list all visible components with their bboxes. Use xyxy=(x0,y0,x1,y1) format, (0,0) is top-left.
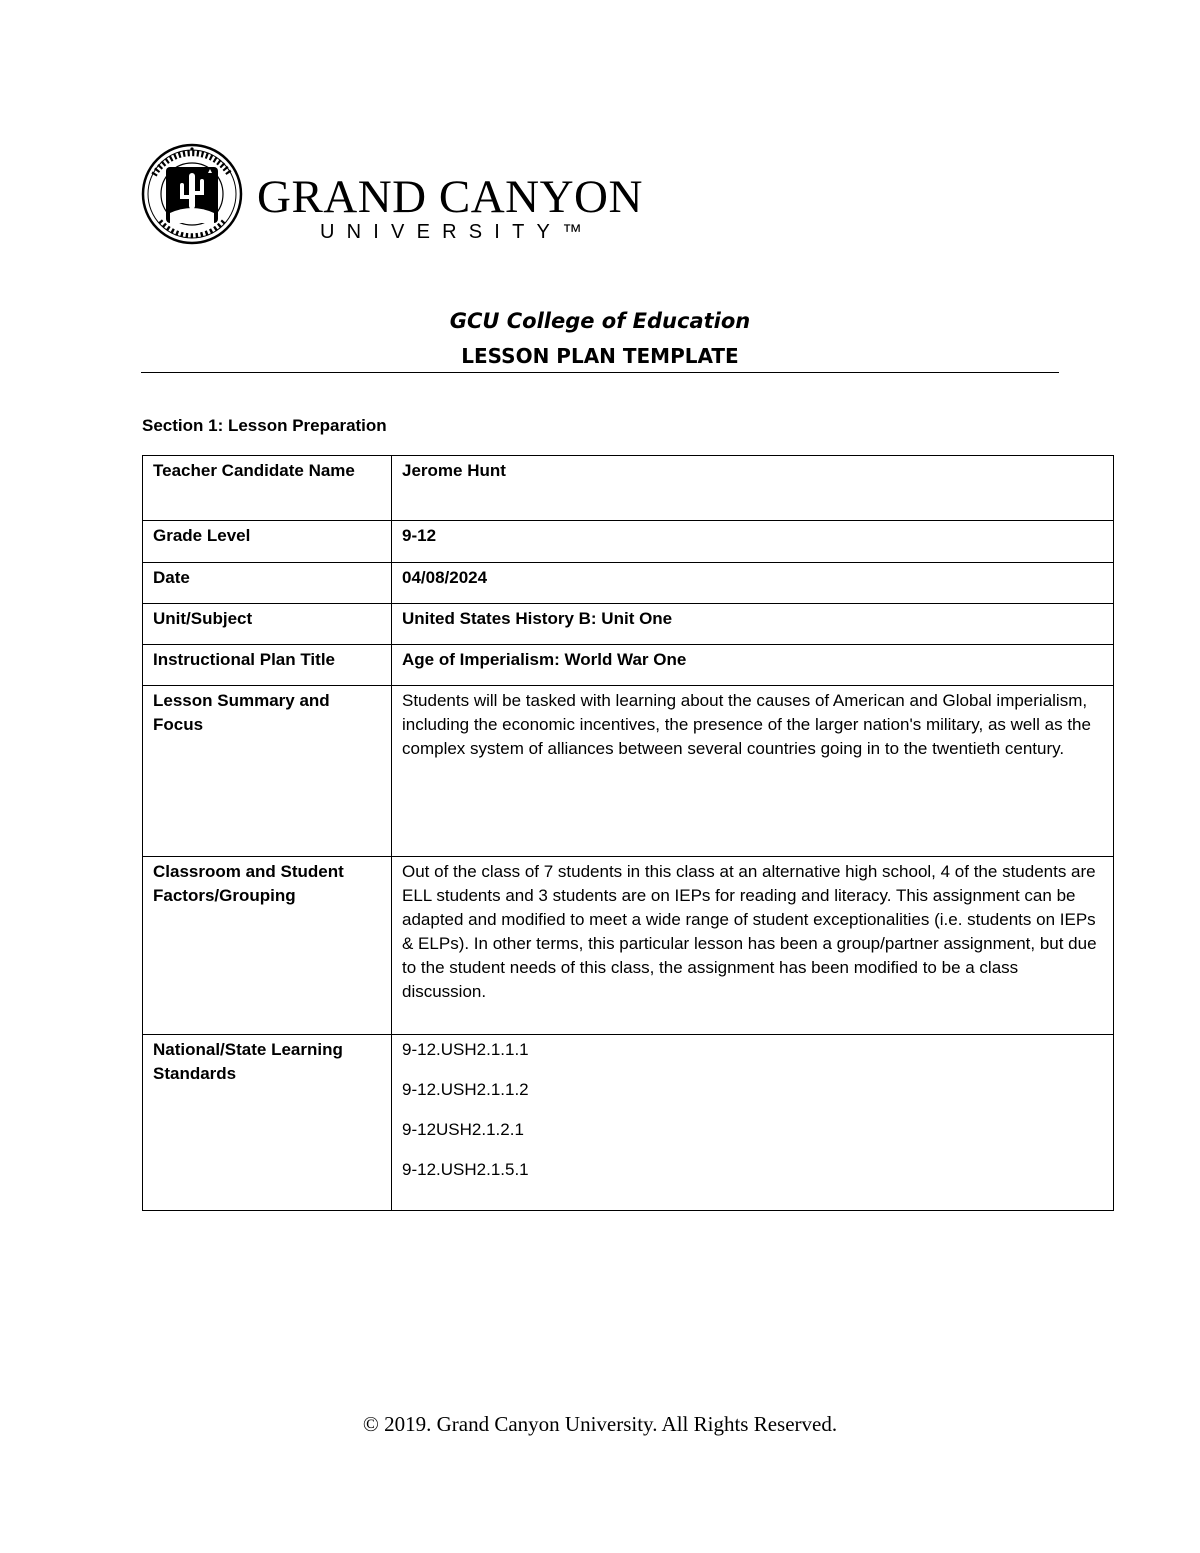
section-heading: Section 1: Lesson Preparation xyxy=(142,416,387,435)
row-label: Lesson Summary and Focus xyxy=(143,686,392,857)
grade-level-value: 9-12 xyxy=(392,521,1114,563)
standard-item: 9-12.USH2.1.5.1 xyxy=(402,1160,529,1179)
table-row xyxy=(143,563,1114,604)
document-subtitle: GCU College of Education xyxy=(449,309,751,333)
table-row xyxy=(143,857,1114,1035)
title-divider xyxy=(141,372,1059,373)
table-row xyxy=(143,686,1114,857)
classroom-factors-value: Out of the class of 7 students in this class at an alternative high school, 4 of the students are ELL students and 3 students are on IEPs for reading and literacy. This assignment can be adapted and modified to meet a wide range of student exceptionalities (i.e. students on IEPs & ELPs). In other terms, this particular lesson has been a group/partner assignment, but due to the student needs of this class, the assignment has been modified to be a class discussion. xyxy=(392,857,1114,1035)
row-label: Instructional Plan Title xyxy=(143,645,392,686)
teacher-name-value: Jerome Hunt xyxy=(392,456,1114,521)
table-row xyxy=(143,645,1114,686)
row-label: Teacher Candidate Name xyxy=(143,456,392,521)
date-value: 04/08/2024 xyxy=(392,563,1114,604)
row-label: Grade Level xyxy=(143,521,392,563)
row-label: Unit/Subject xyxy=(143,604,392,645)
document-title: LESSON PLAN TEMPLATE xyxy=(461,344,739,368)
logo-wordmark: GRAND CANYON xyxy=(257,171,643,223)
university-logo xyxy=(140,143,643,243)
lesson-preparation-table xyxy=(142,455,1114,1211)
instructional-plan-title-value: Age of Imperialism: World War One xyxy=(392,645,1114,686)
learning-standards-value xyxy=(392,1035,1114,1211)
row-label: National/State Learning Standards xyxy=(143,1035,392,1211)
table-row xyxy=(143,456,1114,521)
lesson-summary-value: Students will be tasked with learning about the causes of American and Global imperialism, including the economic incentives, the presence of the larger nation's military, as well as the complex system of alliances between several countries going in to the twentieth century. xyxy=(392,686,1114,857)
standard-item: 9-12.USH2.1.1.1 xyxy=(402,1040,529,1059)
row-label: Classroom and Student Factors/Grouping xyxy=(143,857,392,1035)
table-row xyxy=(143,521,1114,563)
logo-wordmark-subline: UNIVERSITY™ xyxy=(320,221,595,243)
copyright-footer: © 2019. Grand Canyon University. All Rights Reserved. xyxy=(362,1412,838,1436)
table-row xyxy=(143,1035,1114,1211)
unit-subject-value: United States History B: Unit One xyxy=(392,604,1114,645)
row-label: Date xyxy=(143,563,392,604)
table-row xyxy=(143,604,1114,645)
standard-item: 9-12USH2.1.2.1 xyxy=(402,1120,524,1139)
university-seal-icon xyxy=(140,143,244,245)
standard-item: 9-12.USH2.1.1.2 xyxy=(402,1080,529,1099)
